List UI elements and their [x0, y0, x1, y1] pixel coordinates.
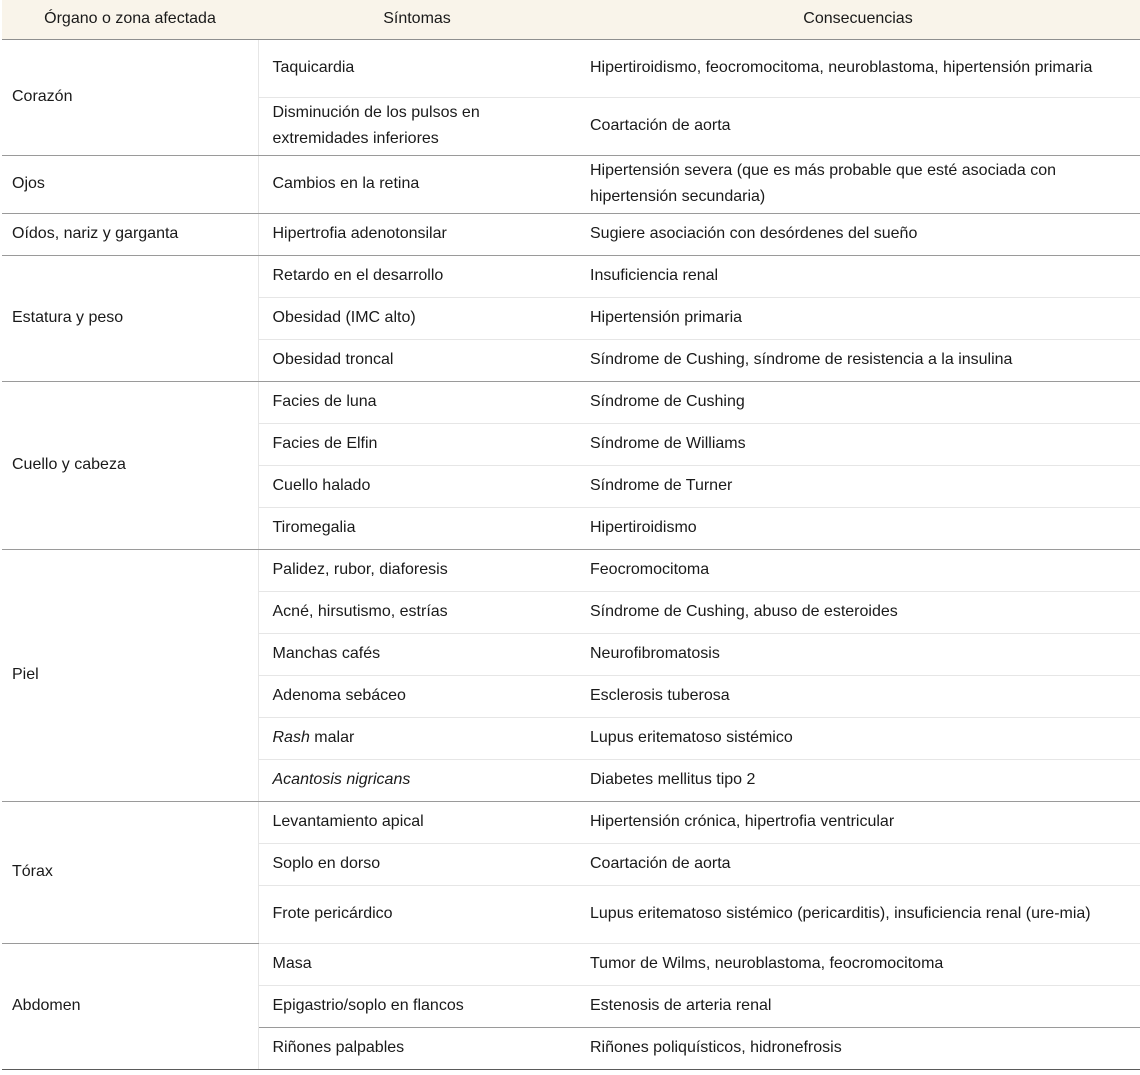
- symptom-cell: Riñones palpables: [258, 1027, 576, 1069]
- consequence-cell: Insuficiencia renal: [576, 255, 1140, 297]
- table-row: [2, 943, 1140, 985]
- table-row: [2, 213, 1140, 255]
- symptom-cell: Obesidad (IMC alto): [258, 297, 576, 339]
- consequence-cell: Coartación de aorta: [576, 97, 1140, 155]
- consequence-cell: Síndrome de Cushing: [576, 381, 1140, 423]
- symptom-cell: Tiromegalia: [258, 507, 576, 549]
- symptom-cell: Cambios en la retina: [258, 155, 576, 213]
- header-symptoms: Síntomas: [258, 0, 576, 39]
- organ-cell: Oídos, nariz y garganta: [2, 213, 258, 255]
- table-body: [2, 39, 1140, 1069]
- consequence-cell: Síndrome de Cushing, síndrome de resistencia a la insulina: [576, 339, 1140, 381]
- symptom-italic: Rash: [272, 729, 310, 746]
- symptom-cell: Manchas cafés: [258, 633, 576, 675]
- symptom-cell: Epigastrio/soplo en flancos: [258, 985, 576, 1027]
- table-row: [2, 155, 1140, 213]
- table-header: [2, 0, 1140, 39]
- symptom-cell: Masa: [258, 943, 576, 985]
- table-row: [2, 255, 1140, 297]
- consequence-cell: Feocromocitoma: [576, 549, 1140, 591]
- symptom-cell: Cuello halado: [258, 465, 576, 507]
- consequence-cell: Riñones poliquísticos, hidronefrosis: [576, 1027, 1140, 1069]
- organ-cell: Ojos: [2, 155, 258, 213]
- organ-cell: Cuello y cabeza: [2, 381, 258, 549]
- symptom-cell: Obesidad troncal: [258, 339, 576, 381]
- table-row: [2, 549, 1140, 591]
- symptom-cell: Palidez, rubor, diaforesis: [258, 549, 576, 591]
- table-row: [2, 39, 1140, 97]
- symptom-cell: Soplo en dorso: [258, 843, 576, 885]
- consequence-cell: Lupus eritematoso sistémico: [576, 717, 1140, 759]
- symptom-rest: malar: [309, 729, 355, 746]
- symptom-cell: [258, 759, 576, 801]
- organ-cell: Corazón: [2, 39, 258, 155]
- symptom-cell: Disminución de los pulsos en extremidades inferiores: [258, 97, 576, 155]
- consequence-cell: Síndrome de Williams: [576, 423, 1140, 465]
- header-consequences: Consecuencias: [576, 0, 1140, 39]
- header-organ: Órgano o zona afectada: [2, 0, 258, 39]
- consequence-cell: Neurofibromatosis: [576, 633, 1140, 675]
- symptom-cell: Retardo en el desarrollo: [258, 255, 576, 297]
- table-row: [2, 381, 1140, 423]
- symptom-cell: [258, 717, 576, 759]
- table-row: [2, 801, 1140, 843]
- symptom-cell: Frote pericárdico: [258, 885, 576, 943]
- consequence-cell: Síndrome de Cushing, abuso de esteroides: [576, 591, 1140, 633]
- symptom-cell: Adenoma sebáceo: [258, 675, 576, 717]
- symptom-cell: Levantamiento apical: [258, 801, 576, 843]
- consequence-cell: Esclerosis tuberosa: [576, 675, 1140, 717]
- symptom-italic: Acantosis nigricans: [272, 771, 411, 788]
- consequence-cell: Hipertensión severa (que es más probable que esté asociada con hipertensión secundaria): [576, 155, 1140, 213]
- organ-cell: Abdomen: [2, 943, 258, 1069]
- consequence-cell: Hipertiroidismo, feocromocitoma, neuroblastoma, hipertensión primaria: [576, 39, 1140, 97]
- organ-cell: Piel: [2, 549, 258, 801]
- consequence-cell: Diabetes mellitus tipo 2: [576, 759, 1140, 801]
- symptom-cell: Acné, hirsutismo, estrías: [258, 591, 576, 633]
- consequence-cell: Lupus eritematoso sistémico (pericarditis), insuficiencia renal (ure-mia): [576, 885, 1140, 943]
- consequence-cell: Hipertensión primaria: [576, 297, 1140, 339]
- symptom-cell: Hipertrofia adenotonsilar: [258, 213, 576, 255]
- consequence-cell: Tumor de Wilms, neuroblastoma, feocromocitoma: [576, 943, 1140, 985]
- consequence-cell: Hipertensión crónica, hipertrofia ventricular: [576, 801, 1140, 843]
- consequence-cell: Estenosis de arteria renal: [576, 985, 1140, 1027]
- consequence-cell: Síndrome de Turner: [576, 465, 1140, 507]
- symptom-cell: Facies de luna: [258, 381, 576, 423]
- organ-cell: Estatura y peso: [2, 255, 258, 381]
- symptom-cell: Facies de Elfin: [258, 423, 576, 465]
- consequence-cell: Hipertiroidismo: [576, 507, 1140, 549]
- consequence-cell: Coartación de aorta: [576, 843, 1140, 885]
- symptom-cell: Taquicardia: [258, 39, 576, 97]
- consequence-cell: Sugiere asociación con desórdenes del sueño: [576, 213, 1140, 255]
- organ-cell: Tórax: [2, 801, 258, 943]
- symptoms-table: [2, 0, 1140, 1070]
